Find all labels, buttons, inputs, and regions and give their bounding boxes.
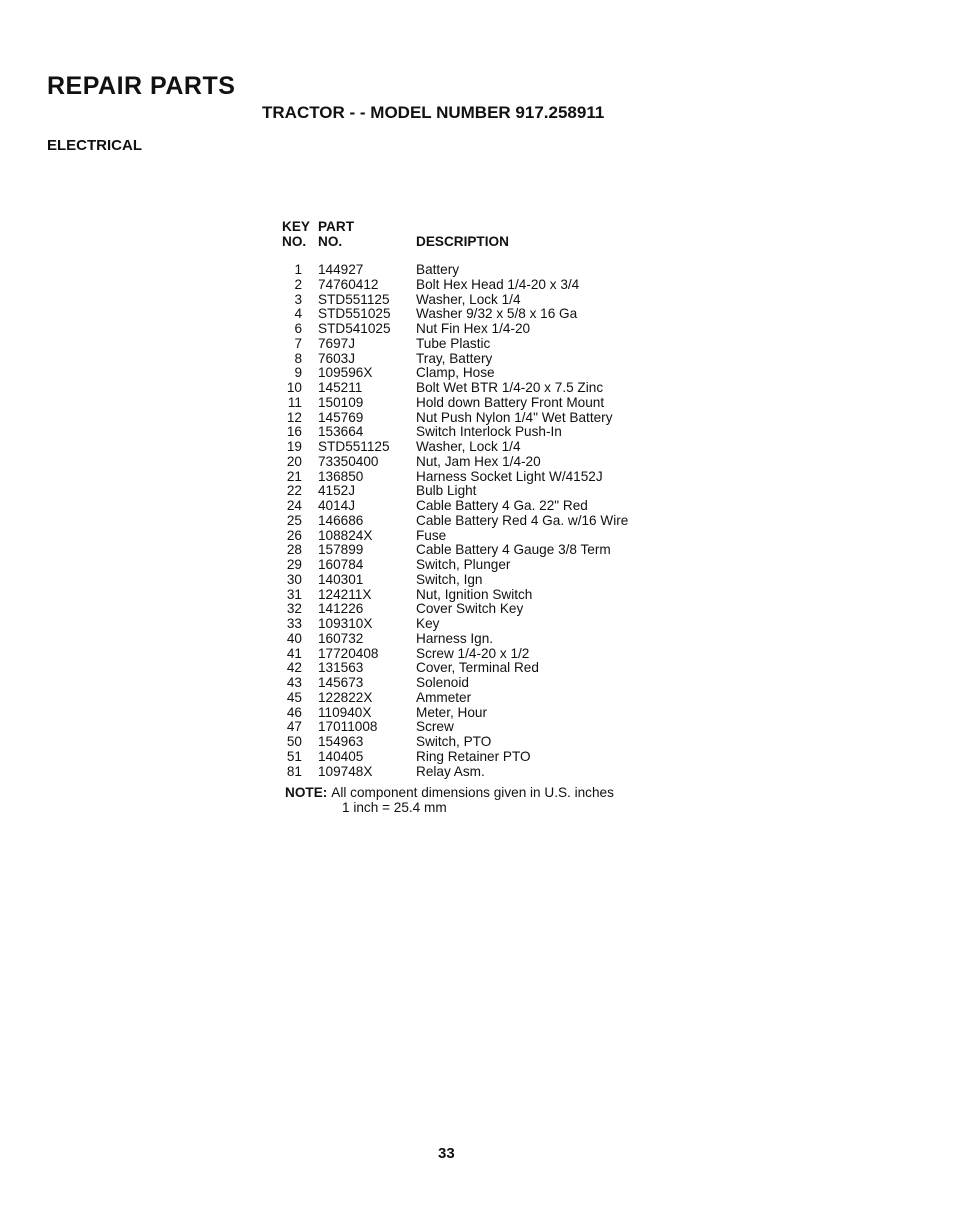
note-line2: 1 inch = 25.4 mm xyxy=(342,800,447,815)
table-row xyxy=(282,455,628,470)
key-no-cell: 81 xyxy=(286,763,302,779)
table-row xyxy=(282,558,628,573)
description-cell: Solenoid xyxy=(416,675,469,691)
note-line1-wrap xyxy=(285,785,614,800)
part-no-cell: 110940X xyxy=(318,704,372,720)
key-no-header-line2: NO. xyxy=(282,233,307,249)
key-no-cell: 11 xyxy=(287,394,302,410)
key-no-cell: 51 xyxy=(286,748,302,764)
part-no-cell: 4014J xyxy=(318,498,356,514)
description-cell: Switch, Plunger xyxy=(416,557,511,573)
key-no-cell: 22 xyxy=(286,483,302,499)
description-cell: Tray, Battery xyxy=(416,350,493,366)
part-no-cell: 145211 xyxy=(318,380,363,396)
table-row xyxy=(282,573,628,588)
part-no-cell: 153664 xyxy=(318,424,364,440)
key-no-cell: 24 xyxy=(286,498,302,514)
key-no-cell: 9 xyxy=(294,365,302,381)
key-no-cell: 25 xyxy=(286,512,302,528)
description-cell: Tube Plastic xyxy=(416,335,491,351)
table-row xyxy=(282,337,628,352)
description-cell: Nut Fin Hex 1/4-20 xyxy=(416,321,531,337)
description-cell: Meter, Hour xyxy=(416,704,488,720)
part-no-cell: 7603J xyxy=(318,350,356,366)
key-no-cell: 7 xyxy=(294,335,302,351)
parts-table xyxy=(282,220,628,779)
description-cell: Harness Socket Light W/4152J xyxy=(416,468,603,484)
part-no-cell: 109748X xyxy=(318,763,373,779)
description-header: DESCRIPTION xyxy=(416,233,509,249)
table-row xyxy=(282,691,628,706)
note-line1: All component dimensions given in U.S. inches xyxy=(331,785,614,800)
table-row xyxy=(282,676,628,691)
table-row xyxy=(282,322,628,337)
part-no-cell: STD551025 xyxy=(318,306,391,322)
key-no-cell: 31 xyxy=(286,586,302,602)
table-row xyxy=(282,750,628,765)
table-row xyxy=(282,529,628,544)
part-no-cell: STD551125 xyxy=(318,439,390,455)
description-cell: Switch, PTO xyxy=(416,734,492,750)
key-no-cell: 50 xyxy=(286,734,302,750)
part-no-cell: 108824X xyxy=(318,527,373,543)
key-no-cell: 8 xyxy=(294,350,302,366)
table-row xyxy=(282,617,628,632)
model-title: TRACTOR - - MODEL NUMBER 917.258911 xyxy=(262,103,605,122)
description-cell: Fuse xyxy=(416,527,447,543)
key-no-cell: 1 xyxy=(294,262,302,278)
part-no-header-line1: PART xyxy=(318,219,354,234)
key-no-header xyxy=(282,220,318,249)
description-cell: Washer, Lock 1/4 xyxy=(416,439,521,455)
description-cell: Harness Ign. xyxy=(416,630,494,646)
description-cell: Relay Asm. xyxy=(416,763,485,779)
part-no-cell: 154963 xyxy=(318,734,364,750)
key-no-cell: 12 xyxy=(286,409,302,425)
key-no-cell: 19 xyxy=(286,439,302,455)
key-no-cell: 33 xyxy=(286,616,302,632)
key-no-cell: 29 xyxy=(286,557,302,573)
key-no-cell: 21 xyxy=(286,468,302,484)
table-row xyxy=(282,381,628,396)
table-row xyxy=(282,425,628,440)
description-cell: Screw 1/4-20 x 1/2 xyxy=(416,645,530,661)
part-no-cell: STD541025 xyxy=(318,321,391,337)
table-row xyxy=(282,706,628,721)
description-cell: Hold down Battery Front Mount xyxy=(416,394,605,410)
table-row xyxy=(282,661,628,676)
key-no-cell: 47 xyxy=(286,719,302,735)
key-no-cell: 43 xyxy=(286,675,302,691)
part-no-cell: 73350400 xyxy=(318,453,379,469)
table-row xyxy=(282,765,628,780)
description-cell: Bolt Wet BTR 1/4-20 x 7.5 Zinc xyxy=(416,380,604,396)
key-no-cell: 32 xyxy=(286,601,302,617)
key-no-cell: 20 xyxy=(286,453,302,469)
description-cell: Cable Battery 4 Ga. 22" Red xyxy=(416,498,588,514)
description-cell: Switch Interlock Push-In xyxy=(416,424,562,440)
note xyxy=(285,785,614,815)
table-row xyxy=(282,278,628,293)
part-no-cell: 131563 xyxy=(318,660,364,676)
part-no-cell: 7697J xyxy=(318,335,356,351)
table-row xyxy=(282,735,628,750)
parts-table-body xyxy=(282,263,628,779)
page-title: REPAIR PARTS xyxy=(47,72,236,100)
part-no-cell: 109596X xyxy=(318,365,373,381)
table-row xyxy=(282,632,628,647)
key-no-cell: 40 xyxy=(286,630,302,646)
table-row xyxy=(282,307,628,322)
part-no-cell: 150109 xyxy=(318,394,364,410)
description-cell: Washer, Lock 1/4 xyxy=(416,291,521,307)
part-no-cell: 145673 xyxy=(318,675,364,691)
note-label: NOTE: xyxy=(285,785,328,800)
part-no-cell: 74760412 xyxy=(318,276,379,292)
table-row xyxy=(282,647,628,662)
key-no-cell: 26 xyxy=(286,527,302,543)
table-row xyxy=(282,720,628,735)
description-cell: Cover Switch Key xyxy=(416,601,524,617)
description-cell: Ammeter xyxy=(416,689,472,705)
description-cell: Screw xyxy=(416,719,454,735)
key-no-cell: 4 xyxy=(294,306,302,322)
part-no-cell: STD551125 xyxy=(318,291,390,307)
table-row xyxy=(282,588,628,603)
key-no-cell: 41 xyxy=(286,645,302,661)
table-row xyxy=(282,484,628,499)
part-no-cell: 122822X xyxy=(318,689,373,705)
description-cell: Switch, Ign xyxy=(416,571,483,587)
part-no-cell: 4152J xyxy=(318,483,356,499)
table-row xyxy=(282,543,628,558)
part-no-cell: 145769 xyxy=(318,409,364,425)
section-title: ELECTRICAL xyxy=(47,137,142,154)
part-no-cell: 136850 xyxy=(318,468,364,484)
description-cell: Bulb Light xyxy=(416,483,477,499)
key-no-header-line1: KEY xyxy=(282,219,310,234)
part-no-cell: 146686 xyxy=(318,512,364,528)
key-no-cell: 28 xyxy=(286,542,302,558)
table-row xyxy=(282,499,628,514)
table-row xyxy=(282,396,628,411)
part-no-cell: 140405 xyxy=(318,748,364,764)
description-cell: Nut Push Nylon 1/4" Wet Battery xyxy=(416,409,613,425)
table-row xyxy=(282,440,628,455)
key-no-cell: 3 xyxy=(294,291,302,307)
key-no-cell: 2 xyxy=(294,276,302,292)
part-no-cell: 17720408 xyxy=(318,645,379,661)
part-no-cell: 157899 xyxy=(318,542,364,558)
table-row xyxy=(282,352,628,367)
table-row xyxy=(282,470,628,485)
page-number: 33 xyxy=(438,1145,455,1162)
key-no-cell: 30 xyxy=(286,571,302,587)
description-cell: Battery xyxy=(416,262,460,278)
description-cell: Washer 9/32 x 5/8 x 16 Ga xyxy=(416,306,578,322)
part-no-cell: 160784 xyxy=(318,557,364,573)
key-no-cell: 45 xyxy=(286,689,302,705)
description-cell: Cable Battery 4 Gauge 3/8 Term xyxy=(416,542,611,558)
part-no-cell: 160732 xyxy=(318,630,364,646)
table-row xyxy=(282,602,628,617)
part-no-cell: 17011008 xyxy=(318,719,378,735)
description-cell: Nut, Jam Hex 1/4-20 xyxy=(416,453,541,469)
part-no-cell: 109310X xyxy=(318,616,373,632)
part-no-cell: 140301 xyxy=(318,571,364,587)
part-no-cell: 124211X xyxy=(318,586,372,602)
description-cell: Clamp, Hose xyxy=(416,365,495,381)
key-no-cell: 42 xyxy=(286,660,302,676)
table-row xyxy=(282,366,628,381)
part-no-cell: 141226 xyxy=(318,601,364,617)
description-cell: Bolt Hex Head 1/4-20 x 3/4 xyxy=(416,276,580,292)
description-cell: Nut, Ignition Switch xyxy=(416,586,533,602)
description-cell: Ring Retainer PTO xyxy=(416,748,531,764)
key-no-cell: 16 xyxy=(286,424,302,440)
key-no-cell: 10 xyxy=(286,380,302,396)
table-row xyxy=(282,514,628,529)
description-cell: Cable Battery Red 4 Ga. w/16 Wire xyxy=(416,512,629,528)
description-cell: Key xyxy=(416,616,440,632)
table-row xyxy=(282,293,628,308)
table-row xyxy=(282,263,628,278)
key-no-cell: 46 xyxy=(286,704,302,720)
part-no-cell: 144927 xyxy=(318,262,364,278)
part-no-header xyxy=(318,220,416,249)
table-row xyxy=(282,411,628,426)
description-cell: Cover, Terminal Red xyxy=(416,660,539,676)
parts-table-header xyxy=(282,220,628,263)
key-no-cell: 6 xyxy=(294,321,302,337)
part-no-header-line2: NO. xyxy=(318,233,343,249)
